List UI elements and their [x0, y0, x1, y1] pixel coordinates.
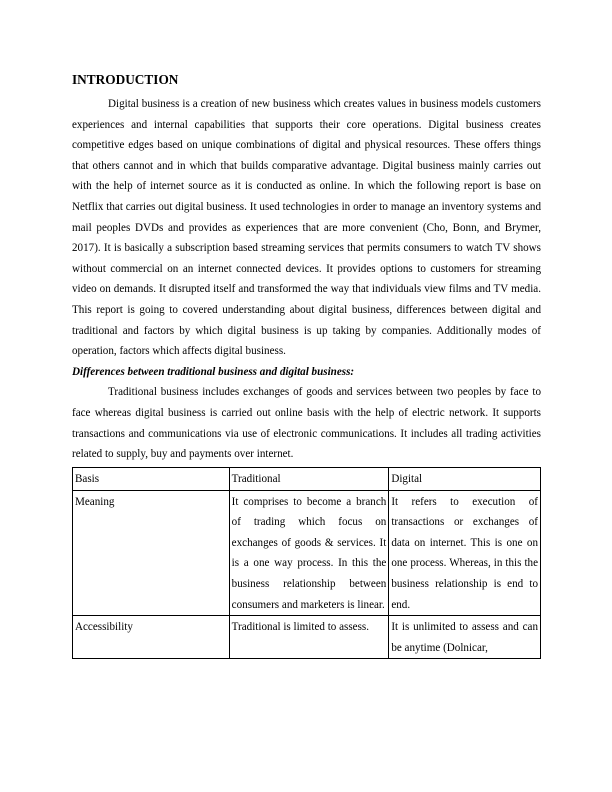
table-header-row — [73, 467, 541, 490]
section-heading: INTRODUCTION — [72, 72, 179, 87]
document-body — [72, 71, 541, 659]
cell-basis: Accessibility — [73, 616, 230, 659]
table-row — [73, 616, 541, 659]
header-basis: Basis — [73, 467, 230, 490]
table-row — [73, 490, 541, 616]
intro-paragraph: Digital business is a creation of new business which creates values in business models customers experiences and internal capabilities that supports their core operations. Digital business creates competitive edges based on unique combinations of digital and physical resources. These offers things that others cannot and in which that builds comparative advantage. Digital business mainly carries out with the help of internet source as it is conducted as online. In which the following report is base on Netflix that carries out digital business. It used technologies in order to manage an inventory systems and mail peoples DVDs and provides as experiences that are more convenient (Cho, Bonn, and Brymer, 2017). It is basically a subscription based streaming services that permits consumers to watch TV shows without commercial on an internet connected devices. It provides options to customers for streaming video on demands. It disrupted itself and transformed the way that individuals view films and TV media. This report is going to covered understanding about digital business, differences between digital and traditional and factors by which digital business is up taking by companies. Additionally modes of operation, factors which affects digital business. — [72, 98, 541, 358]
subheading: Differences between traditional business and digital business: — [72, 365, 355, 378]
header-traditional: Traditional — [229, 467, 389, 490]
cell-digital: It refers to execution of transactions or exchanges of data on internet. This is one on one process. Whereas, in this the business relationship is end to end. — [389, 490, 541, 616]
cell-basis: Meaning — [73, 490, 230, 616]
cell-traditional: Traditional is limited to assess. — [229, 616, 389, 659]
header-digital: Digital — [389, 467, 541, 490]
comparison-table — [72, 467, 541, 660]
cell-traditional: It comprises to become a branch of trading which focus on exchanges of goods & services. It is a one way process. In this the business relationship between consumers and marketers is linear. — [229, 490, 389, 616]
cell-digital: It is unlimited to assess and can be anytime (Dolnicar, — [389, 616, 541, 659]
differences-paragraph: Traditional business includes exchanges of goods and services between two peoples by face to face whereas digital business is carried out online basis with the help of electric network. It supports transactions and communications via use of electronic communications. It includes all trading activities related to supply, buy and payments over internet. — [72, 386, 541, 461]
